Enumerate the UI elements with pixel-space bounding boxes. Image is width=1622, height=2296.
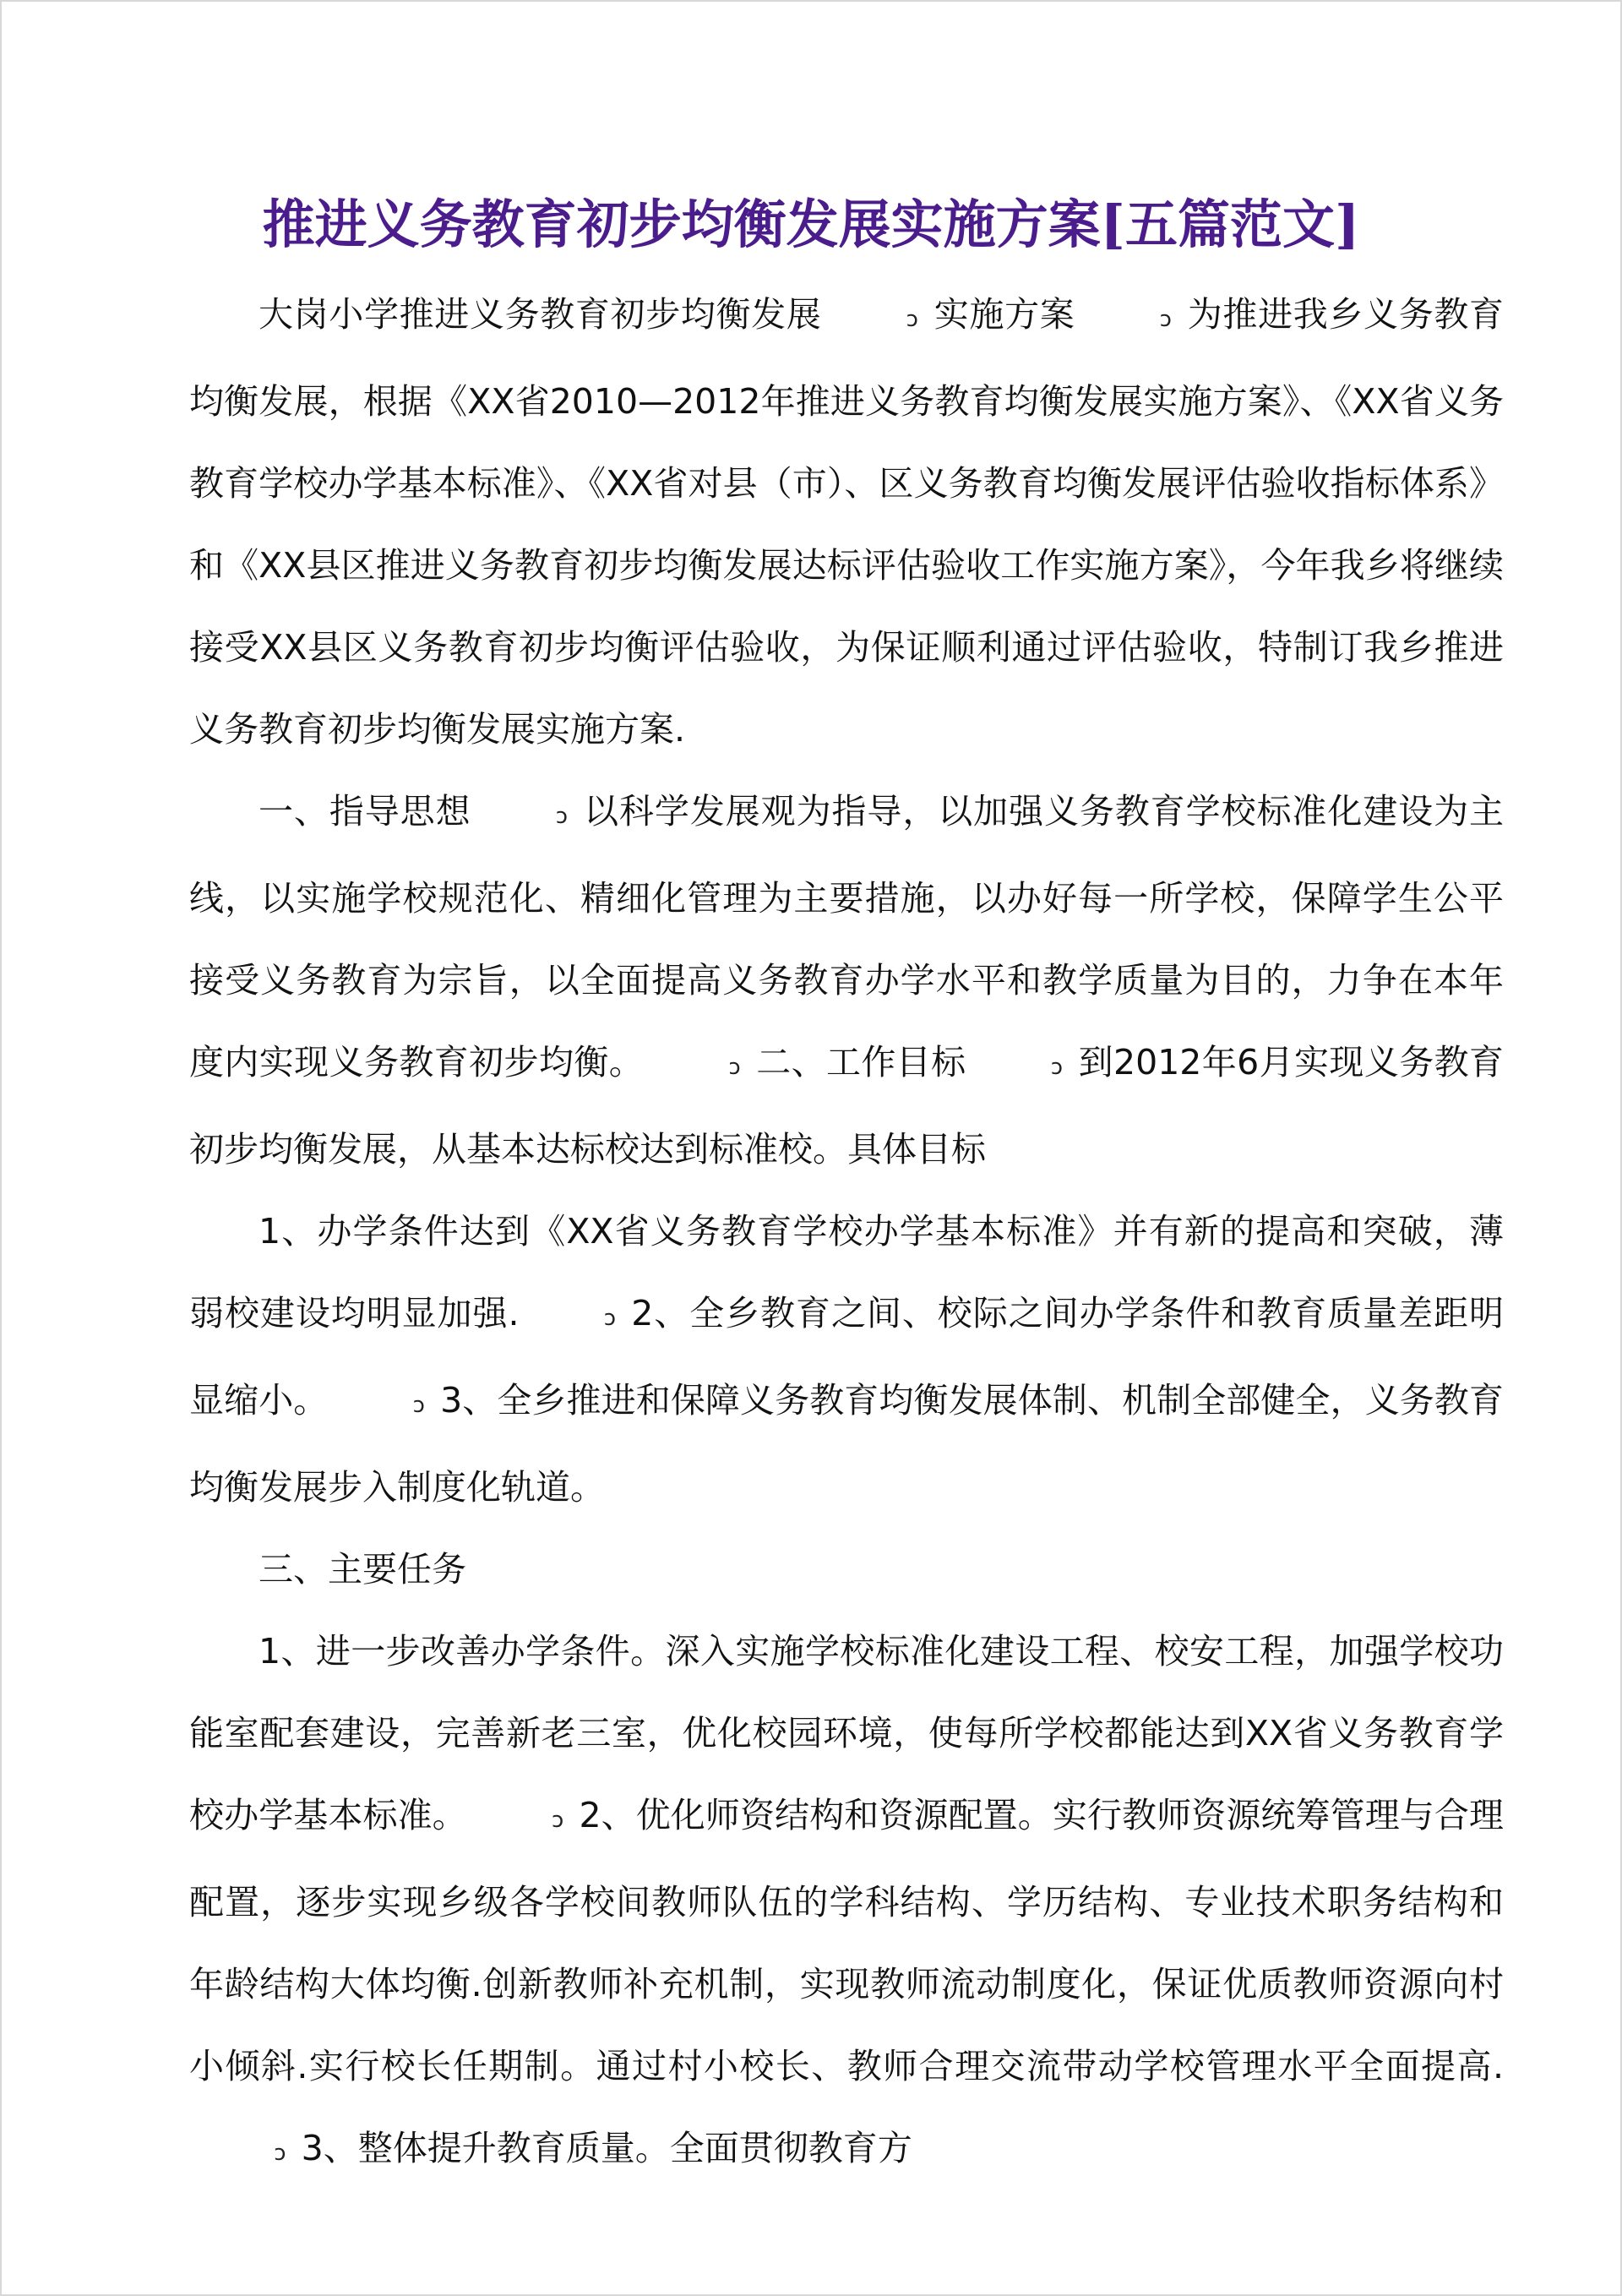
paragraph-text: 以科学发展观为指导，以加强义务教育学校标准化建设为主线，以实施学校规范化、精细化管理为主要措施，以办好每一所学校，保障学生公平接受义务教育为宗旨，以全面提高义务教育办学水平和教学质量为目的，力争在本年度内实现义务教育初步均衡。 (189, 791, 1504, 1083)
paragraph-mark: ↄ (728, 1055, 741, 1080)
paragraph-tasks-heading (189, 1529, 1504, 1611)
document-title: 推进义务教育初步均衡发展实施方案[五篇范文] (262, 194, 1360, 255)
paragraph-mark: ↄ (551, 1808, 564, 1833)
paragraph-mark: ↄ (1159, 307, 1172, 332)
paragraph-mark: ↄ (906, 307, 918, 332)
section-heading: 二、工作目标 (755, 1042, 966, 1083)
paragraph-tasks (189, 1611, 1504, 2195)
list-item: 3、全乡推进和保障义务教育均衡发展体制、机制全部健全，义务教育均衡发展步入制度化轨道。 (189, 1380, 1504, 1508)
paragraph-intro (189, 274, 1504, 771)
paragraph-text: 大岗小学推进义务教育初步均衡发展 (259, 294, 822, 335)
paragraph-goals (189, 1191, 1504, 1529)
paragraph-text: 实施方案 (933, 294, 1075, 335)
list-item: 1、进一步改善办学条件。深入实施学校标准化建设工程、校安工程，加强学校功能室配套建设，完善新老三室，优化校园环境，使每所学校都能达到XX省义务教育学校办学基本标准。 (189, 1631, 1504, 1835)
paragraph-text: 为推进我乡义务教育均衡发展，根据《XX省2010—2012年推进义务教育均衡发展实施方案》、《XX省义务教育学校办学基本标准》、《XX省对县（市）、区义务教育均衡发展评估验收指标体系》和《XX县区推进义务教育初步均衡发展达标评估验收工作实施方案》，今年我乡将继续接受XX县区义务教育初步均衡评估验收，为保证顺利通过评估验收，特制订我乡推进义务教育初步均衡发展实施方案. (189, 294, 1505, 750)
list-item: 3、整体提升教育质量。全面贯彻教育方 (301, 2128, 912, 2168)
list-item: 1、办学条件达到《XX省义务教育学校办学基本标准》并有新的提高和突破，薄弱校建设均明显加强. (189, 1211, 1504, 1333)
list-item: 2、优化师资结构和资源配置。实行教师资源统筹管理与合理配置，逐步实现乡级各学校间教师队伍的学科结构、学历结构、专业技术职务结构和年龄结构大体均衡.创新教师补充机制，实现教师流动制度化，保证优质教师资源向村小倾斜.实行校长任期制。通过村小校长、教师合理交流带动学校管理水平全面提高. (189, 1795, 1504, 2086)
document-body (189, 274, 1504, 2195)
paragraph-text: 到2012年6月实现义务教育初步均衡发展，从基本达标校达到标准校。具体目标 (189, 1042, 1504, 1170)
paragraph-mark: ↄ (555, 804, 568, 829)
paragraph-mark: ↄ (274, 2141, 286, 2166)
paragraph-guiding-thought (189, 771, 1504, 1191)
paragraph-mark: ↄ (412, 1393, 425, 1418)
paragraph-mark: ↄ (603, 1306, 617, 1331)
list-item: 2、全乡教育之间、校际之间办学条件和教育质量差距明显缩小。 (189, 1293, 1504, 1421)
paragraph-mark: ↄ (1050, 1055, 1064, 1080)
section-heading: 三、主要任务 (259, 1549, 466, 1590)
section-heading: 一、指导思想 (259, 791, 471, 832)
